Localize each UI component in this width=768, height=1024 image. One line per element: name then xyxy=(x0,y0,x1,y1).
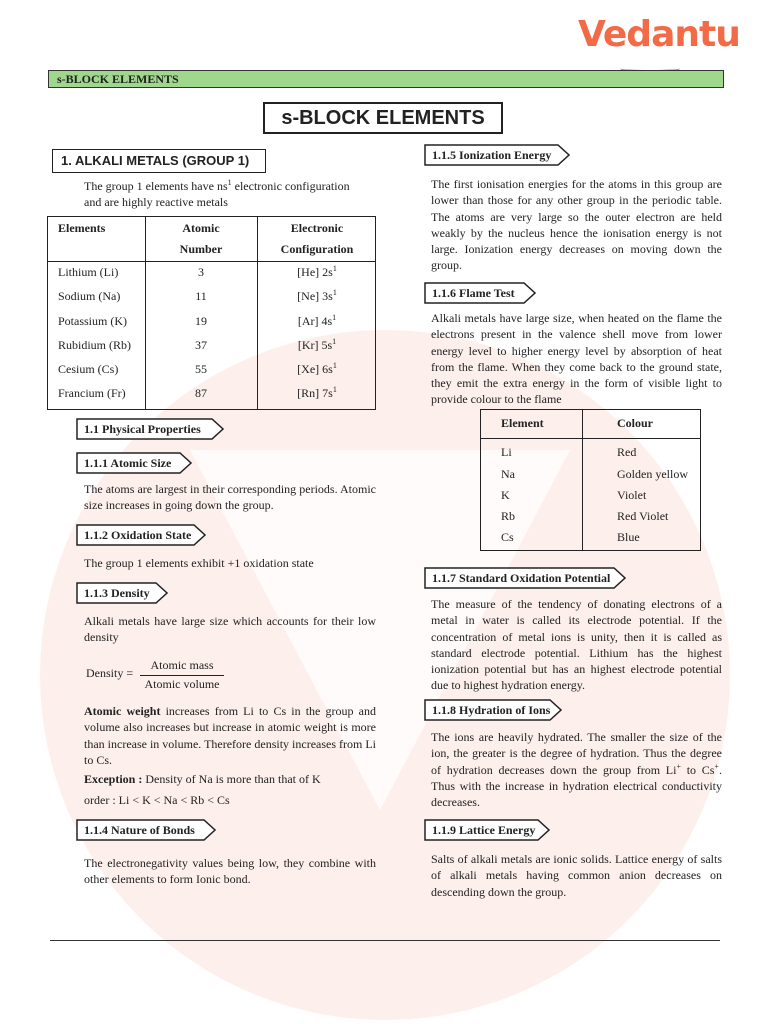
tag-standard-oxidation-potential: 1.1.7 Standard Oxidation Potential xyxy=(424,567,626,589)
text-ionization-energy: The first ionisation energies for the atoms in this group are lower than those for any other group in the periodic table. The atoms are very large so the outer electron are held weakly by the nucleus hence the ionisation energy is not large. Ionization energy decreases on moving down the group. xyxy=(431,177,722,273)
header-configuration: Configuration xyxy=(280,242,354,256)
tag-atomic-size: 1.1.1 Atomic Size xyxy=(76,452,192,474)
section-title: 1. ALKALI METALS (GROUP 1) xyxy=(52,149,266,173)
flame-colour-table: Element Colour Li Red Na Golden yellow K Violet Rb Red Violet Cs Blue xyxy=(480,409,701,551)
tag-flame-test: 1.1.6 Flame Test xyxy=(424,282,536,304)
text-hydration-of-ions: The ions are heavily hydrated. The smaller the size of the ion, the greater is the degree of hydration. Thus the degree of hydration decreases down the group from Li+ to Cs+. Thus with the increase in hydration electrical conductivity decreases. xyxy=(431,730,722,810)
text-density: Alkali metals have large size which accounts for their low density xyxy=(84,614,376,645)
text-order: order : Li < K < Na < Rb < Cs xyxy=(84,793,230,807)
header-number: Number xyxy=(179,242,223,256)
text-standard-oxidation-potential: The measure of the tendency of donating electrons of a metal in water is called its electrode potential. If the concentration of metal ions is unity, then it is called as standard electrode potential. Lithium has the highest ionization potential but has an highest electrode potential due to highest hydration energy. xyxy=(431,597,722,693)
tag-nature-of-bonds: 1.1.4 Nature of Bonds xyxy=(76,819,216,841)
tag-hydration-of-ions: 1.1.8 Hydration of Ions xyxy=(424,699,562,721)
text-lattice-energy: Salts of alkali metals are ionic solids. Lattice energy of salts of alkali metals having common anion decreases on descending down the group. xyxy=(431,852,722,899)
density-denominator: Atomic volume xyxy=(144,677,220,691)
elements-table: Elements Atomic Number Electronic Configuration Lithium (Li) 3 [He] $2s^1$ Sodium (Na) 11 [Ne] $3s^1$ Potassium (K) 19 [Ar] $4s^1$ Rubidium (Rb) 37 [Kr] $5s^1$ Cesium (Cs) 55 [Xe] $6s^1$ Francium (Fr) 87 [Rn] $7s^1$ xyxy=(47,216,376,410)
text-exception: Exception : Density of Na is more than that of K xyxy=(84,772,321,786)
text-oxidation-state: The group 1 elements exhibit +1 oxidation state xyxy=(84,556,314,570)
header-electronic: Electronic xyxy=(290,221,344,235)
tag-ionization-energy: 1.1.5 Ionization Energy xyxy=(424,144,570,166)
tag-oxidation-state: 1.1.2 Oxidation State xyxy=(76,524,206,546)
header-elements: Elements xyxy=(58,221,106,235)
footer-divider xyxy=(50,940,720,941)
density-numerator: Atomic mass xyxy=(150,658,214,672)
text-atomic-weight: Atomic weight increases from Li to Cs in the group and volume also increases but increase in atomic weight is more than increase in volume. Therefore density increases from Li to Cs. xyxy=(84,704,377,767)
header-element: Element xyxy=(501,416,544,430)
intro-text: The group 1 elements have $ns^1$ electronic configuration and are highly reactive metals xyxy=(84,178,350,210)
density-label: Density = xyxy=(86,666,134,680)
text-nature-of-bonds: The electronegativity values being low, they combine with other elements to form Ionic bond. xyxy=(84,856,376,887)
tag-lattice-energy: 1.1.9 Lattice Energy xyxy=(424,819,550,841)
vedantu-logo: Vedantu xyxy=(578,14,740,55)
text-flame-test: Alkali metals have large size, when heated on the flame the electrons present in the valence shell move from lower energy level to higher energy level by absorption of heat from the flame. When they come back to the ground state, they emit the extra energy in the form of visible light to provide colour to the flame xyxy=(431,311,722,407)
tag-density: 1.1.3 Density xyxy=(76,582,168,604)
page-title: s-BLOCK ELEMENTS xyxy=(263,102,503,134)
tag-physical-properties: 1.1 Physical Properties xyxy=(76,418,224,440)
header-atomic: Atomic xyxy=(182,221,220,235)
header-colour: Colour xyxy=(617,416,653,430)
fraction-bar xyxy=(140,675,224,676)
chapter-header-bar: s-BLOCK ELEMENTS xyxy=(48,70,724,88)
text-atomic-size: The atoms are largest in their corresponding periods. Atomic size increases in going down the group. xyxy=(84,482,376,513)
